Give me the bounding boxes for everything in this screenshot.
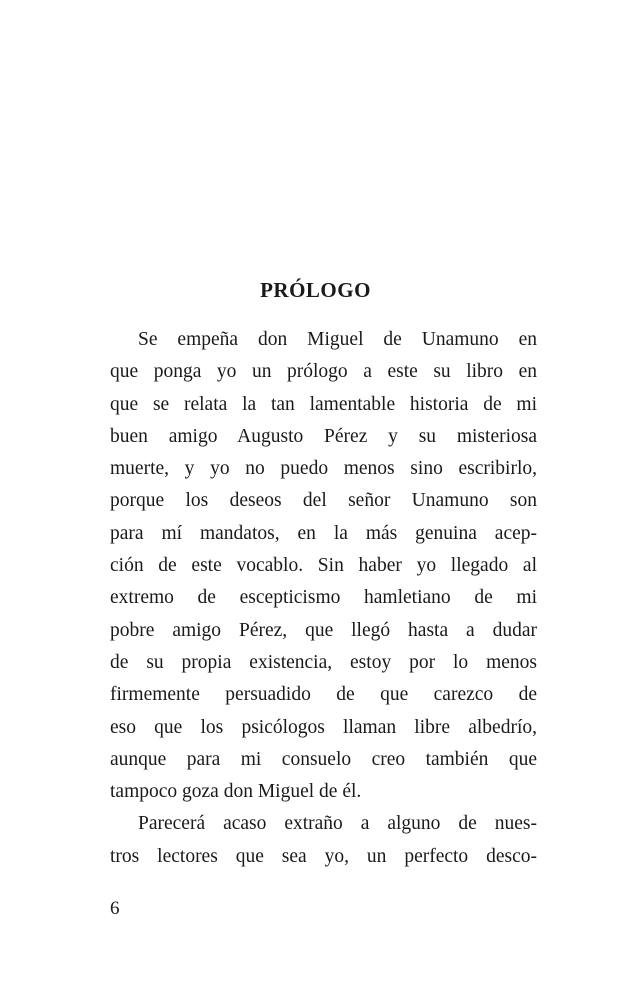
text-line: que se relata la tan lamentable historia de mi bbox=[110, 393, 537, 415]
text-line: Se empeña don Miguel de Unamuno en bbox=[138, 329, 537, 350]
text-line: Parecerá acaso extraño a alguno de nues- bbox=[138, 813, 537, 835]
page-number: 6 bbox=[110, 898, 120, 919]
text-line: pobre amigo Pérez, que llegó hasta a dudar bbox=[110, 619, 537, 641]
text-line: ción de este vocablo. Sin haber yo llegado al bbox=[110, 555, 537, 577]
text-line: aunque para mi consuelo creo también que bbox=[110, 748, 537, 770]
text-line: para mí mandatos, en la más genuina acep- bbox=[110, 522, 537, 544]
text-line: buen amigo Augusto Pérez y su misteriosa bbox=[110, 425, 537, 447]
text-line: firmemente persuadido de que carezco de bbox=[110, 684, 537, 706]
text-line: porque los deseos del señor Unamuno son bbox=[110, 490, 537, 512]
text-line: extremo de escepticismo hamletiano de mi bbox=[110, 587, 537, 609]
chapter-title: PRÓLOGO bbox=[260, 278, 371, 302]
text-line: que ponga yo un prólogo a este su libro en bbox=[110, 361, 537, 383]
body-text bbox=[110, 324, 537, 873]
text-line: de su propia existencia, estoy por lo menos bbox=[110, 651, 537, 673]
text-line: eso que los psicólogos llaman libre albedrío, bbox=[110, 716, 537, 738]
text-line: tros lectores que sea yo, un perfecto desco- bbox=[110, 845, 537, 867]
text-line: tampoco goza don Miguel de él. bbox=[110, 781, 362, 803]
text-line: muerte, y yo no puedo menos sino escribirlo, bbox=[110, 458, 537, 480]
